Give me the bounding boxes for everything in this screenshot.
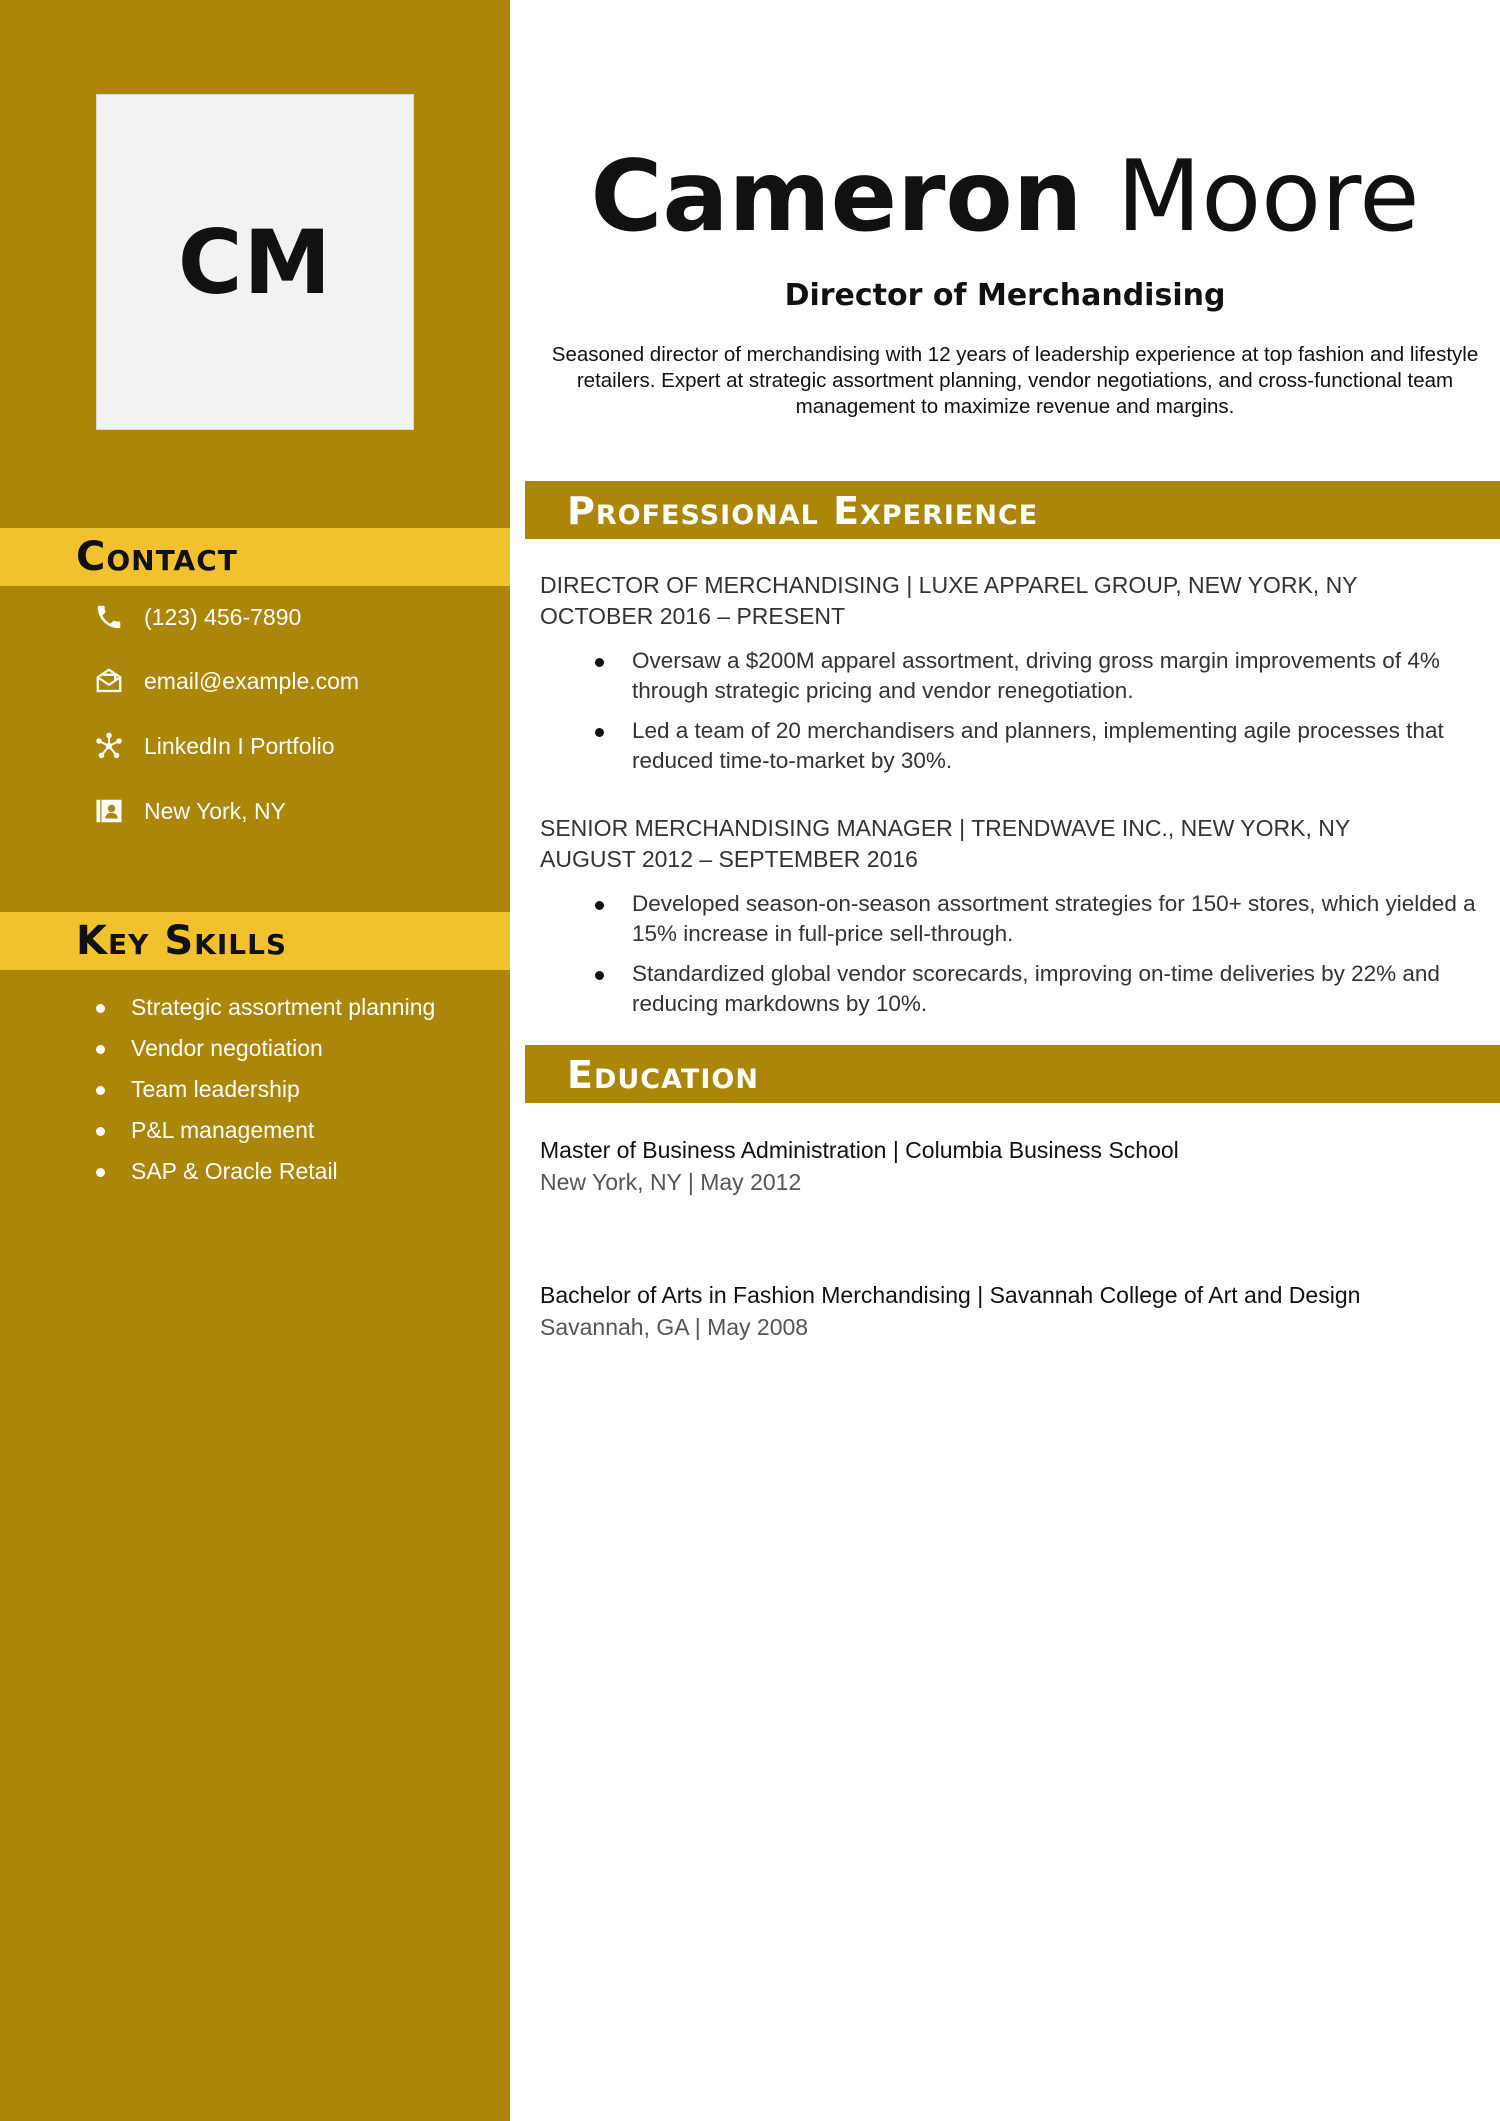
contact-section-header (0, 528, 510, 586)
phone-icon (92, 600, 126, 634)
skills-section-header (0, 912, 510, 970)
job-header: DIRECTOR OF MERCHANDISING | LUXE APPAREL GROUP, NEW YORK, NY (540, 572, 1358, 598)
education-degree: Bachelor of Arts in Fashion Merchandising | Savannah College of Art and Design (540, 1282, 1361, 1308)
job-bullet: Led a team of 20 merchandisers and planners, implementing agile processes that reduced time-to-market by 30%. (540, 716, 1490, 776)
education-entry (540, 1279, 1490, 1343)
first-name: Cameron (590, 140, 1083, 254)
education-entry (540, 1134, 1490, 1198)
location-icon (92, 794, 126, 828)
monogram: CM (177, 210, 333, 314)
candidate-name (510, 140, 1500, 254)
job-dates: OCTOBER 2016 – PRESENT (540, 603, 846, 629)
job-entry (540, 813, 1490, 1029)
skill-item: Vendor negotiation (96, 1031, 496, 1072)
last-name: Moore (1116, 140, 1420, 254)
education-degree: Master of Business Administration | Columbia Business School (540, 1137, 1179, 1163)
skills-heading: Key Skills (76, 918, 288, 964)
skill-item: Strategic assortment planning (96, 990, 496, 1031)
education-location-date: New York, NY | May 2012 (540, 1169, 802, 1195)
contact-location (92, 794, 286, 828)
job-bullets (540, 889, 1490, 1019)
job-bullet: Standardized global vendor scorecards, improving on-time deliveries by 22% and reducing markdowns by 10%. (540, 959, 1490, 1019)
network-icon (92, 729, 126, 763)
email-icon (92, 664, 126, 698)
contact-heading: Contact (76, 534, 238, 580)
skill-item: SAP & Oracle Retail (96, 1154, 496, 1195)
job-entry (540, 570, 1490, 786)
job-bullets (540, 646, 1490, 776)
contact-phone-text: (123) 456-7890 (144, 603, 302, 630)
job-bullet: Developed season-on-season assortment strategies for 150+ stores, which yielded a 15% increase in full-price sell-through. (540, 889, 1490, 949)
skills-list (96, 990, 496, 1195)
education-heading: Education (567, 1053, 759, 1097)
job-bullet: Oversaw a $200M apparel assortment, driving gross margin improvements of 4% through strategic pricing and vendor renegotiation. (540, 646, 1490, 706)
job-header: SENIOR MERCHANDISING MANAGER | TRENDWAVE INC., NEW YORK, NY (540, 815, 1351, 841)
skill-item: Team leadership (96, 1072, 496, 1113)
sidebar (0, 0, 510, 2121)
main-content (510, 0, 1500, 2121)
job-dates: AUGUST 2012 – SEPTEMBER 2016 (540, 846, 918, 872)
monogram-box (96, 94, 414, 430)
contact-links[interactable] (92, 729, 335, 763)
contact-email-text: email@example.com (144, 667, 360, 694)
experience-heading: Professional Experience (567, 489, 1039, 533)
contact-location-text: New York, NY (144, 797, 286, 824)
job-title: Director of Merchandising (784, 278, 1226, 313)
experience-section-header (525, 481, 1500, 539)
skill-item: P&L management (96, 1113, 496, 1154)
contact-email[interactable] (92, 664, 359, 698)
contact-phone[interactable] (92, 600, 301, 634)
education-location-date: Savannah, GA | May 2008 (540, 1314, 809, 1340)
contact-links-text: LinkedIn I Portfolio (144, 732, 335, 759)
summary: Seasoned director of merchandising with 12 years of leadership experience at top fashion and lifestyle retailers. Expert at strategic assortment planning, vendor negotiations, and cross-functional team management to maximize revenue and margins. (551, 343, 1479, 418)
education-section-header (525, 1045, 1500, 1103)
